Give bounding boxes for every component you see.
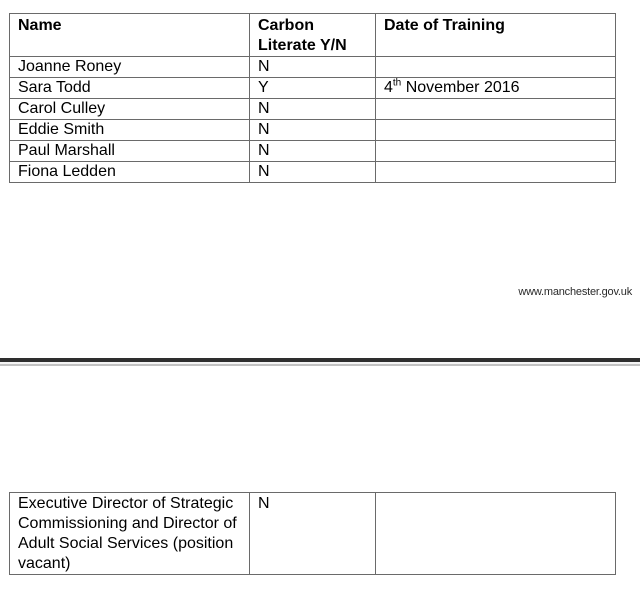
cell-carbon-literate: N [250, 120, 376, 141]
cell-date-of-training [376, 78, 616, 99]
cell-name: Paul Marshall [10, 141, 250, 162]
cell-carbon-literate: N [250, 141, 376, 162]
cell-date-of-training [376, 141, 616, 162]
cell-date-of-training [376, 162, 616, 183]
cell-name: Executive Director of Strategic Commissioning and Director of Adult Social Services (position vacant) [10, 493, 250, 575]
cell-name: Eddie Smith [10, 120, 250, 141]
date-day: 4 [384, 79, 393, 96]
cell-date-of-training [376, 120, 616, 141]
carbon-literacy-training-table [9, 13, 616, 183]
cell-carbon-literate: N [250, 57, 376, 78]
continued-training-table [9, 492, 616, 575]
cell-name: Fiona Ledden [10, 162, 250, 183]
cell-carbon-literate: N [250, 493, 376, 575]
table-row [10, 162, 616, 183]
table-row [10, 141, 616, 162]
cell-date-of-training [376, 99, 616, 120]
cell-carbon-literate: Y [250, 78, 376, 99]
header-name: Name [10, 14, 250, 57]
cell-name: Sara Todd [10, 78, 250, 99]
date-day-suffix: th [392, 77, 402, 89]
cell-carbon-literate: N [250, 99, 376, 120]
header-carbon-literate: Carbon Literate Y/N [250, 14, 376, 57]
cell-date-of-training [376, 57, 616, 78]
table-header-row [10, 14, 616, 57]
table-row [10, 57, 616, 78]
table-row [10, 99, 616, 120]
footer-website-url: www.manchester.gov.uk [518, 286, 632, 298]
table-row [10, 120, 616, 141]
cell-date-of-training [376, 493, 616, 575]
table-row [10, 78, 616, 99]
cell-carbon-literate: N [250, 162, 376, 183]
cell-name: Carol Culley [10, 99, 250, 120]
table-row [10, 493, 616, 575]
cell-name: Joanne Roney [10, 57, 250, 78]
date-month-year: November 2016 [401, 79, 520, 96]
page-break-divider [0, 358, 640, 366]
header-date-of-training: Date of Training [376, 14, 616, 57]
